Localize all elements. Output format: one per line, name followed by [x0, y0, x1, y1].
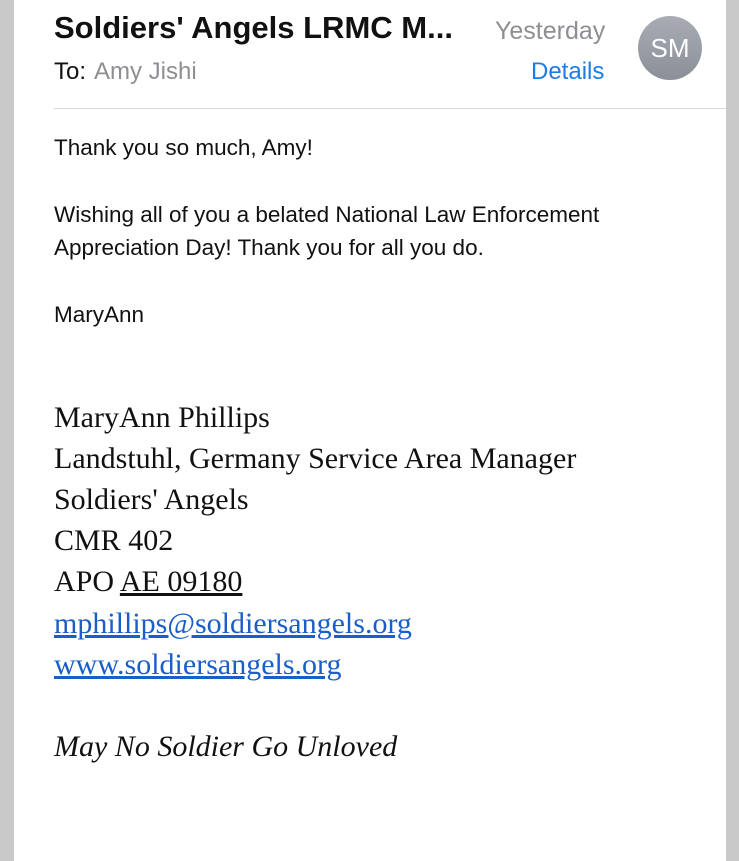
- recipient-name[interactable]: Amy Jishi: [94, 58, 197, 85]
- signature-motto: May No Soldier Go Unloved: [54, 730, 398, 763]
- email-view: [14, 0, 726, 861]
- details-button[interactable]: Details: [531, 58, 605, 85]
- apo-prefix: APO: [54, 565, 120, 598]
- message-signoff: MaryAnn: [54, 302, 145, 327]
- header-divider: [54, 108, 726, 109]
- email-link[interactable]: mphillips@soldiersangels.org: [54, 607, 412, 640]
- signature-cmr: CMR 402: [54, 524, 174, 557]
- recipient-line: [54, 58, 197, 86]
- message-greeting: Thank you so much, Amy!: [54, 135, 313, 160]
- received-date: Yesterday: [495, 17, 606, 45]
- sender-avatar[interactable]: SM: [638, 16, 702, 80]
- signature-title: Landstuhl, Germany Service Area Manager: [54, 442, 577, 475]
- left-margin-bar: [0, 0, 14, 861]
- email-header: [14, 0, 726, 110]
- signature-org: Soldiers' Angels: [54, 483, 249, 516]
- right-margin-bar: [726, 0, 739, 861]
- signature-email-line: [54, 604, 412, 644]
- message-line-2: Appreciation Day! Thank you for all you do.: [54, 235, 484, 260]
- message-line-1: Wishing all of you a belated National Law Enforcement: [54, 202, 600, 227]
- signature-website-line: [54, 645, 341, 685]
- apo-code[interactable]: AE 09180: [119, 565, 243, 598]
- to-label: To:: [54, 58, 87, 85]
- signature-name: MaryAnn Phillips: [54, 401, 270, 434]
- sender-name: Soldiers' Angels LRMC M...: [54, 10, 453, 45]
- signature-apo: [54, 562, 242, 602]
- website-link[interactable]: www.soldiersangels.org: [54, 648, 342, 681]
